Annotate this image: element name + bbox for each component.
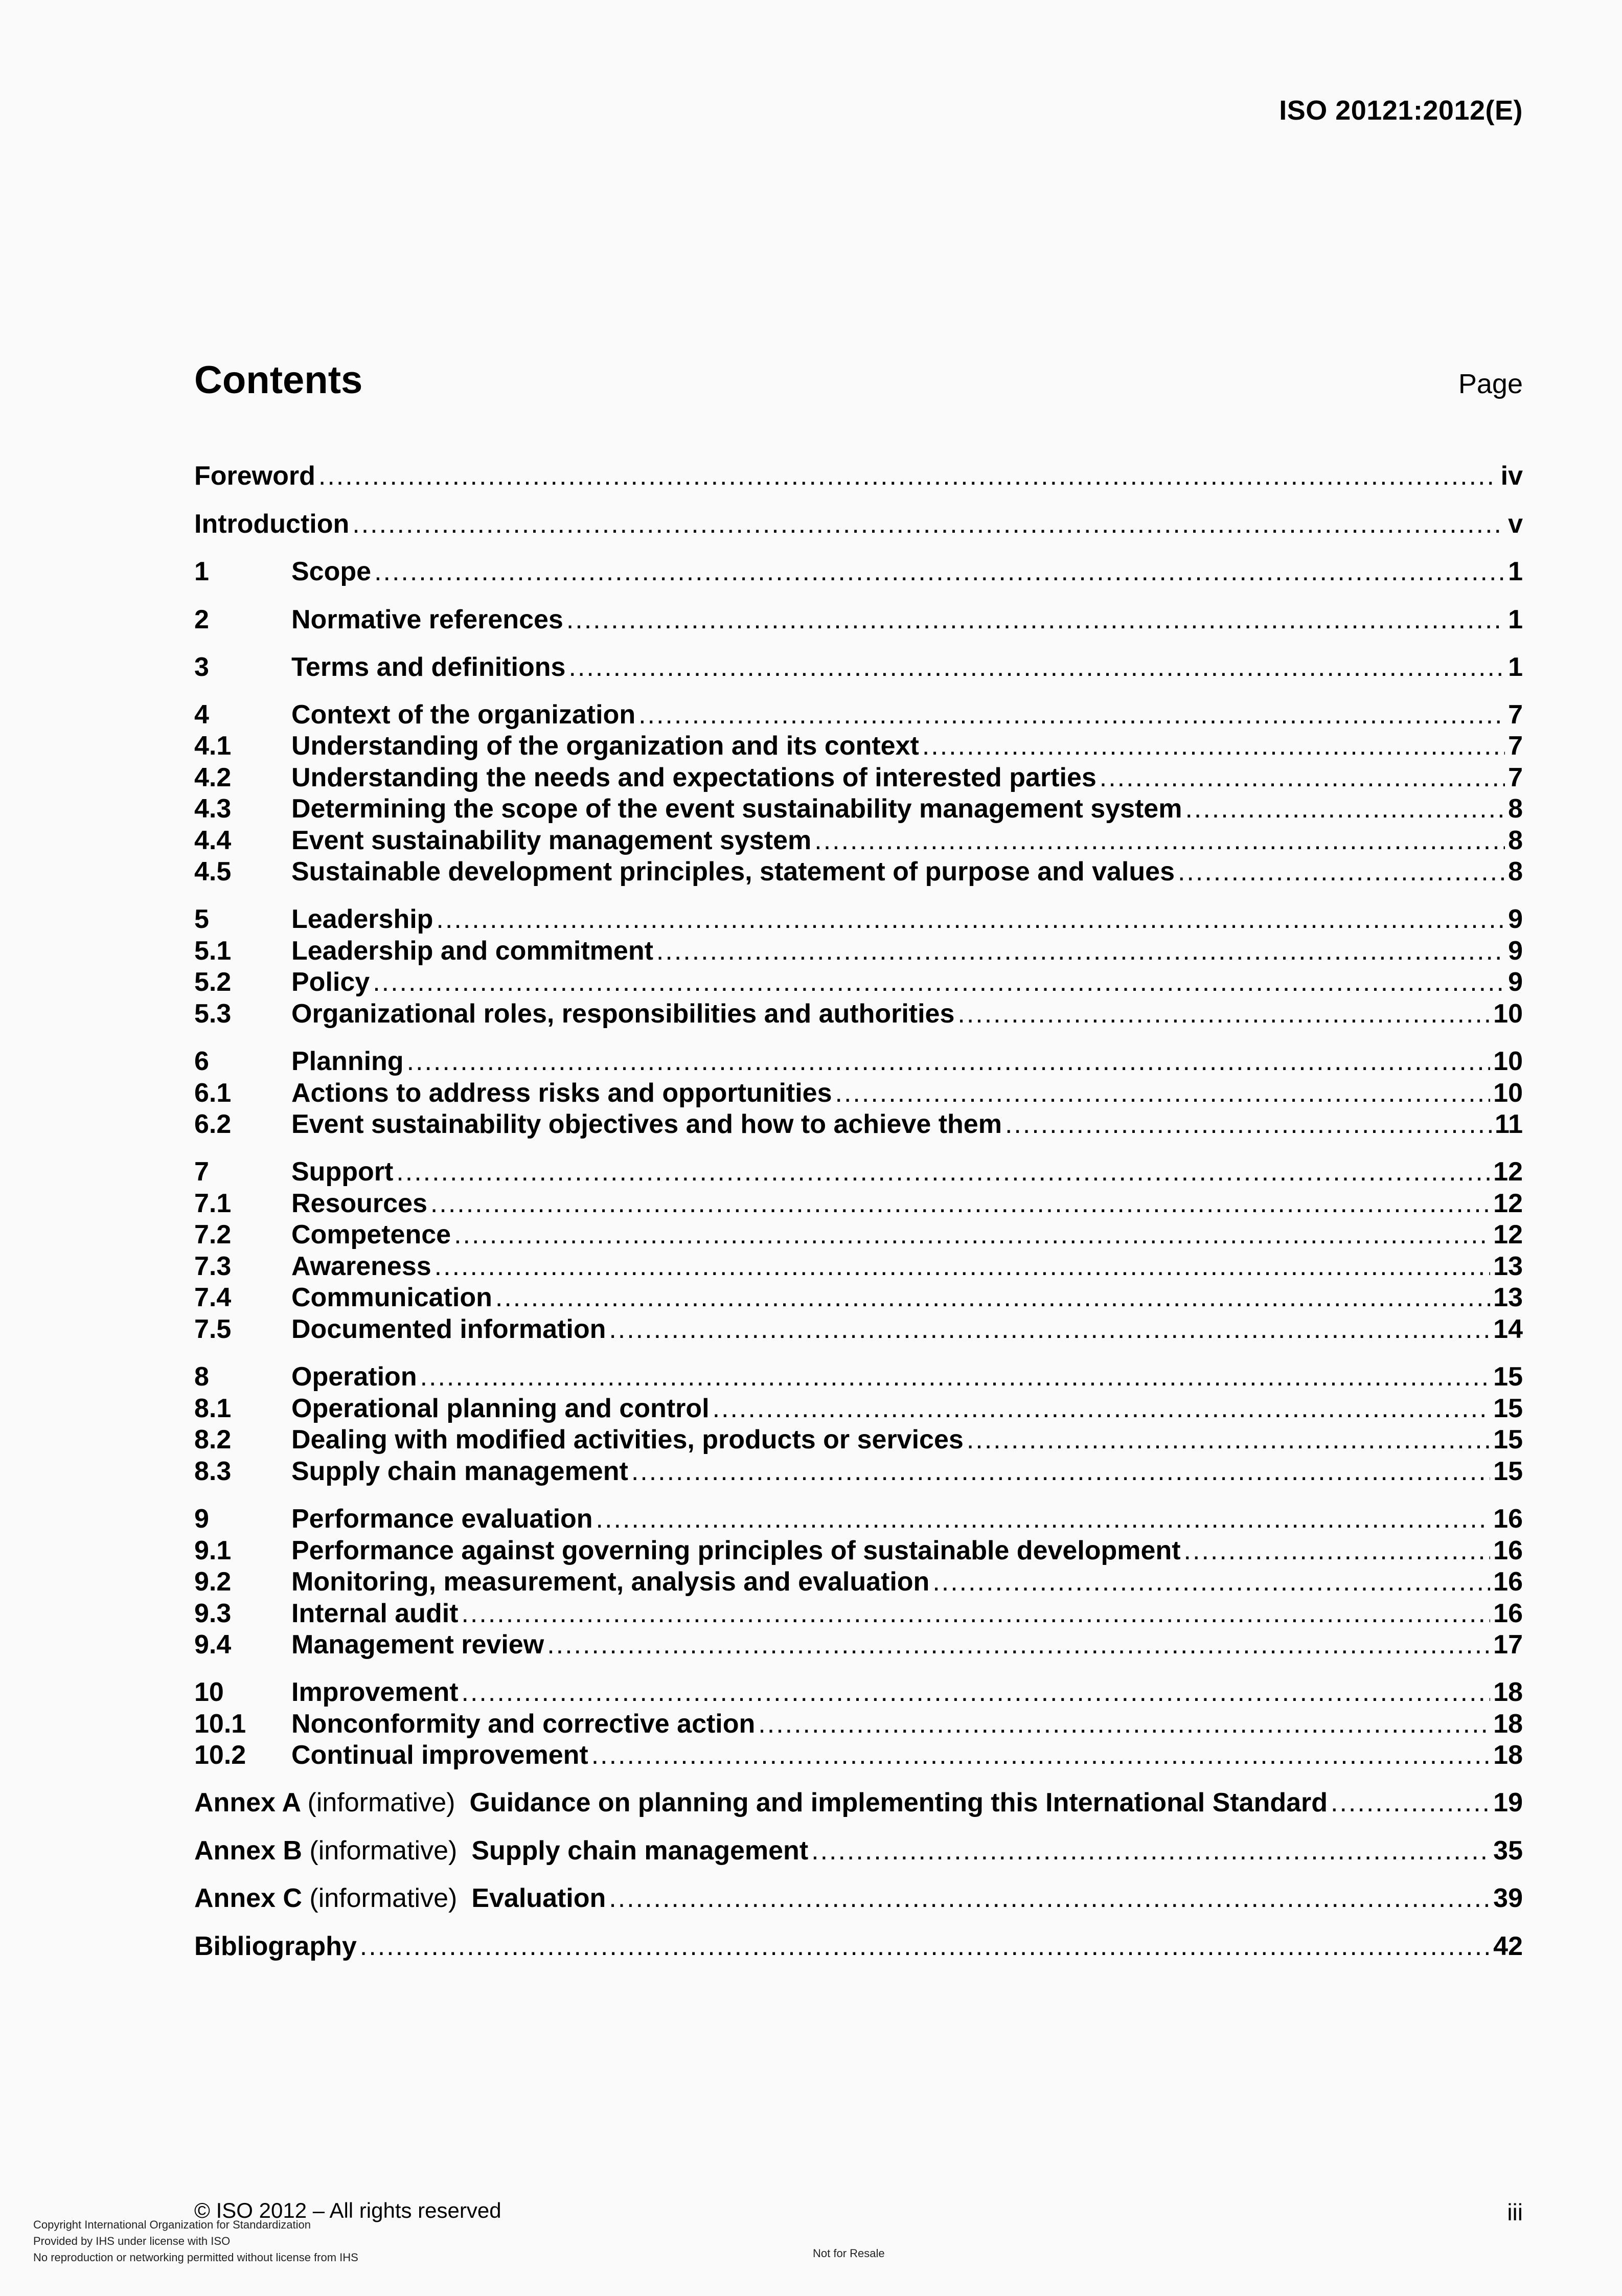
toc-entry-title: Normative references — [291, 605, 563, 634]
toc-entry-title: Supply chain management — [291, 1457, 628, 1486]
annex-informative-tag: (informative) — [307, 1788, 455, 1817]
toc-entry-number: 8 — [194, 1362, 209, 1392]
toc-entry[interactable] — [194, 966, 1523, 998]
toc-entry-title: Operation — [291, 1362, 417, 1392]
toc-entry-page: 18 — [1493, 1740, 1523, 1770]
toc-entry-page: 7 — [1508, 731, 1523, 761]
toc-entry-number: 10 — [194, 1677, 224, 1707]
toc-entry-title: Foreword — [194, 461, 315, 491]
toc-annex-entry[interactable] — [194, 1787, 1523, 1818]
toc-entry[interactable] — [194, 935, 1523, 967]
toc-entry-title: Policy — [291, 967, 370, 997]
toc-entry-title: Planning — [291, 1047, 404, 1076]
dot-leader — [430, 1188, 1490, 1219]
toc-entry[interactable] — [194, 1219, 1523, 1251]
dot-leader — [352, 508, 1505, 540]
dot-leader — [591, 1739, 1490, 1771]
toc-entry-title: Organizational roles, responsibilities and authorities — [291, 999, 955, 1029]
dot-leader — [609, 1313, 1490, 1345]
toc-entry-number: 10.2 — [194, 1740, 246, 1770]
toc-entry-page: 18 — [1493, 1677, 1523, 1707]
toc-entry-title: Leadership — [291, 904, 433, 934]
annex-informative-tag: (informative) — [309, 1836, 458, 1866]
dot-leader — [932, 1566, 1490, 1598]
toc-entry-title: Management review — [291, 1630, 544, 1660]
toc-entry-number: 7.2 — [194, 1220, 232, 1249]
toc-entry[interactable] — [194, 730, 1523, 762]
toc-entry[interactable] — [194, 1676, 1523, 1708]
toc-entry-title: Dealing with modified activities, products or services — [291, 1425, 964, 1454]
toc-entry-page: 10 — [1493, 1047, 1523, 1076]
toc-annex-entry[interactable] — [194, 1882, 1523, 1914]
toc-entry-page: 10 — [1493, 1078, 1523, 1108]
dot-leader — [609, 1882, 1490, 1914]
toc-entry-number: 7.5 — [194, 1314, 232, 1344]
toc-entry[interactable] — [194, 1598, 1523, 1629]
license-stamp-line: Provided by IHS under license with ISO — [33, 2235, 231, 2247]
annex-heading — [194, 1882, 606, 1914]
dot-leader — [656, 935, 1505, 967]
toc-entry-number: 9 — [194, 1504, 209, 1534]
toc-entry-page: 42 — [1493, 1931, 1523, 1961]
dot-leader — [396, 1156, 1490, 1188]
toc-entry-page: 1 — [1508, 557, 1523, 586]
dot-leader — [1185, 793, 1505, 825]
toc-entry-number: 7.4 — [194, 1283, 232, 1312]
dot-leader — [547, 1629, 1490, 1661]
toc-entry[interactable] — [194, 903, 1523, 935]
toc-entry-number: 5 — [194, 904, 209, 934]
toc-entry[interactable] — [194, 1566, 1523, 1598]
toc-entry[interactable] — [194, 1393, 1523, 1424]
toc-entry-title: Continual improvement — [291, 1740, 588, 1770]
annex-title: Evaluation — [471, 1883, 606, 1913]
toc-entry-title: Awareness — [291, 1252, 431, 1281]
dot-leader — [1178, 856, 1505, 888]
toc-entry[interactable] — [194, 699, 1523, 731]
toc-entry-page: 12 — [1493, 1220, 1523, 1249]
dot-leader — [631, 1456, 1490, 1487]
toc-entry-page: 12 — [1493, 1157, 1523, 1187]
toc-entry-page: 15 — [1493, 1457, 1523, 1486]
toc-entry-page: 16 — [1493, 1567, 1523, 1597]
dot-leader — [1100, 762, 1505, 793]
toc-entry-title: Sustainable development principles, statement of purpose and values — [291, 857, 1175, 886]
dot-leader — [814, 825, 1505, 856]
toc-entry-title: Leadership and commitment — [291, 936, 653, 966]
toc-entry-page: 17 — [1493, 1630, 1523, 1660]
dot-leader — [922, 730, 1505, 762]
toc-entry[interactable] — [194, 1188, 1523, 1219]
dot-leader — [374, 556, 1505, 587]
toc-entry-page: 13 — [1493, 1252, 1523, 1281]
not-for-resale-notice: Not for Resale — [813, 2247, 885, 2260]
toc-entry[interactable] — [194, 556, 1523, 587]
toc-entry-title: Context of the organization — [291, 700, 636, 730]
toc-entry-number: 6.1 — [194, 1078, 232, 1108]
toc-entry-page: 16 — [1493, 1599, 1523, 1628]
toc-entry[interactable] — [194, 651, 1523, 683]
toc-entry[interactable] — [194, 1282, 1523, 1313]
toc-entry-number: 10.1 — [194, 1709, 246, 1739]
dot-leader — [967, 1424, 1490, 1456]
toc-entry-number: 8.1 — [194, 1394, 232, 1423]
toc-entry-page: v — [1508, 509, 1523, 539]
contents-title: Contents — [194, 358, 363, 402]
annex-heading — [194, 1787, 1328, 1818]
toc-entry[interactable] — [194, 762, 1523, 793]
toc-entry[interactable] — [194, 998, 1523, 1030]
toc-entry-page: iv — [1500, 461, 1523, 491]
toc-entry-number: 4.5 — [194, 857, 232, 886]
dot-leader — [568, 651, 1505, 683]
toc-entry[interactable] — [194, 1708, 1523, 1740]
page-number: iii — [1507, 2199, 1523, 2225]
toc-entry-page: 14 — [1493, 1314, 1523, 1344]
annex-label: Annex B — [194, 1836, 302, 1866]
dot-leader — [435, 1251, 1490, 1282]
toc-entry[interactable] — [194, 1108, 1523, 1140]
toc-entry-title: Communication — [291, 1283, 492, 1312]
dot-leader — [1005, 1108, 1492, 1140]
dot-leader — [407, 1045, 1491, 1077]
toc-entry-number: 9.3 — [194, 1599, 232, 1628]
toc-entry-page: 10 — [1493, 999, 1523, 1029]
toc-entry-number: 4.2 — [194, 763, 232, 792]
dot-leader — [318, 460, 1498, 492]
dot-leader — [758, 1708, 1490, 1740]
toc-entry-title: Performance evaluation — [291, 1504, 593, 1534]
toc-entry-number: 4.3 — [194, 794, 232, 824]
toc-entry-title: Event sustainability objectives and how to achieve them — [291, 1109, 1002, 1139]
dot-leader — [1184, 1535, 1491, 1566]
dot-leader — [462, 1676, 1491, 1708]
toc-entry-title: Improvement — [291, 1677, 459, 1707]
toc-entry[interactable] — [194, 1045, 1523, 1077]
dot-leader — [596, 1503, 1491, 1535]
dot-leader — [454, 1219, 1490, 1251]
toc-entry-page: 15 — [1493, 1425, 1523, 1454]
toc-entry-page: 35 — [1493, 1836, 1523, 1866]
toc-entry-number: 3 — [194, 652, 209, 682]
toc-entry[interactable] — [194, 793, 1523, 825]
annex-label: Annex A — [194, 1788, 301, 1817]
toc-entry-number: 5.1 — [194, 936, 232, 966]
toc-entry-page: 19 — [1493, 1788, 1523, 1817]
toc-entry-title: Actions to address risks and opportunities — [291, 1078, 832, 1108]
license-stamp-line: No reproduction or networking permitted without license from IHS — [33, 2251, 358, 2264]
toc-entry-title: Scope — [291, 557, 372, 586]
annex-title: Supply chain management — [471, 1836, 809, 1866]
toc-entry[interactable] — [194, 1739, 1523, 1771]
toc-annex-entry[interactable] — [194, 1835, 1523, 1867]
toc-entry-page: 15 — [1493, 1394, 1523, 1423]
toc-entry-title: Determining the scope of the event sustainability management system — [291, 794, 1182, 824]
license-stamp-line: Copyright International Organization for Standardization — [33, 2218, 311, 2231]
toc-entry-page: 16 — [1493, 1504, 1523, 1534]
toc-entry-page: 11 — [1495, 1109, 1523, 1139]
toc-bibliography-entry[interactable] — [194, 1930, 1523, 1962]
toc-entry-number: 7 — [194, 1157, 209, 1187]
toc-entry-title: Resources — [291, 1189, 427, 1218]
toc-entry-number: 4.4 — [194, 826, 232, 855]
toc-entry-page: 8 — [1508, 794, 1523, 824]
dot-leader — [360, 1930, 1490, 1962]
toc-entry-page: 7 — [1508, 763, 1523, 792]
toc-entry-title: Understanding of the organization and its context — [291, 731, 919, 761]
toc-entry-title: Operational planning and control — [291, 1394, 710, 1423]
dot-leader — [713, 1393, 1491, 1424]
annex-title: Guidance on planning and implementing this International Standard — [469, 1788, 1328, 1817]
toc-entry-page: 8 — [1508, 826, 1523, 855]
dot-leader — [373, 966, 1505, 998]
toc-entry-page: 15 — [1493, 1362, 1523, 1392]
toc-entry[interactable] — [194, 825, 1523, 856]
toc-entry-page: 16 — [1493, 1536, 1523, 1565]
toc-entry[interactable] — [194, 460, 1523, 492]
toc-entry-page: 9 — [1508, 936, 1523, 966]
toc-entry-title: Competence — [291, 1220, 451, 1249]
toc-entry-page: 1 — [1508, 652, 1523, 682]
toc-entry-number: 9.4 — [194, 1630, 232, 1660]
toc-entry[interactable] — [194, 1629, 1523, 1661]
toc-entry[interactable] — [194, 1313, 1523, 1345]
toc-entry-page: 18 — [1493, 1709, 1523, 1739]
toc-entry-number: 9.2 — [194, 1567, 232, 1597]
toc-entry-number: 7.3 — [194, 1252, 232, 1281]
toc-entry[interactable] — [194, 1503, 1523, 1535]
dot-leader — [638, 699, 1505, 731]
toc-entry-title: Terms and definitions — [291, 652, 566, 682]
dot-leader — [495, 1282, 1490, 1313]
toc-entry-title: Support — [291, 1157, 394, 1187]
toc-entry-page: 8 — [1508, 857, 1523, 886]
toc-entry[interactable] — [194, 1456, 1523, 1487]
toc-entry[interactable] — [194, 856, 1523, 888]
toc-entry-title: Nonconformity and corrective action — [291, 1709, 756, 1739]
dot-leader — [835, 1077, 1491, 1109]
toc-entry-title: Performance against governing principles of sustainable development — [291, 1536, 1181, 1565]
page-column-heading: Page — [1458, 369, 1523, 399]
annex-informative-tag: (informative) — [309, 1883, 458, 1913]
toc-entry-title: Monitoring, measurement, analysis and evaluation — [291, 1567, 930, 1597]
toc-entry-title: Documented information — [291, 1314, 606, 1344]
toc-entry-number: 9.1 — [194, 1536, 232, 1565]
toc-entry-number: 8.3 — [194, 1457, 232, 1486]
toc-entry[interactable] — [194, 1251, 1523, 1282]
toc-entry[interactable] — [194, 1077, 1523, 1109]
dot-leader — [461, 1598, 1490, 1629]
dot-leader — [420, 1361, 1491, 1393]
license-stamp — [33, 2217, 358, 2266]
toc-entry-title: Understanding the needs and expectations of interested parties — [291, 763, 1096, 792]
toc-entry-number: 5.2 — [194, 967, 232, 997]
toc-entry[interactable] — [194, 604, 1523, 635]
toc-entry-title: Event sustainability management system — [291, 826, 812, 855]
toc-entry-number: 2 — [194, 605, 209, 634]
toc-entry[interactable] — [194, 1535, 1523, 1566]
toc-entry-page: 1 — [1508, 605, 1523, 634]
toc-entry-number: 5.3 — [194, 999, 232, 1029]
dot-leader — [957, 998, 1490, 1030]
toc-entry-page: 12 — [1493, 1189, 1523, 1218]
toc-entry-number: 1 — [194, 557, 209, 586]
toc-entry[interactable] — [194, 1156, 1523, 1188]
toc-entry-page: 7 — [1508, 700, 1523, 730]
toc-entry[interactable] — [194, 508, 1523, 540]
toc-entry-title: Bibliography — [194, 1931, 357, 1961]
toc-entry-page: 9 — [1508, 967, 1523, 997]
toc-entry-page: 39 — [1493, 1883, 1523, 1913]
toc-entry-number: 6.2 — [194, 1109, 232, 1139]
dot-leader — [436, 903, 1505, 935]
toc-entry-number: 7.1 — [194, 1189, 232, 1218]
toc-entry-title: Internal audit — [291, 1599, 459, 1628]
toc-entry-number: 4.1 — [194, 731, 232, 761]
toc-entry-page: 13 — [1493, 1283, 1523, 1312]
dot-leader — [566, 604, 1505, 635]
toc-entry-title: Introduction — [194, 509, 350, 539]
copyright-footer: © ISO 2012 – All rights reserved — [194, 2198, 501, 2222]
annex-heading — [194, 1835, 808, 1867]
toc-entry[interactable] — [194, 1424, 1523, 1456]
toc-entry-page: 9 — [1508, 904, 1523, 934]
toc-entry-number: 4 — [194, 700, 209, 730]
standard-reference: ISO 20121:2012(E) — [1279, 95, 1523, 126]
toc-entry-number: 6 — [194, 1047, 209, 1076]
toc-entry[interactable] — [194, 1361, 1523, 1393]
dot-leader — [811, 1835, 1490, 1867]
dot-leader — [1331, 1787, 1490, 1818]
annex-label: Annex C — [194, 1883, 302, 1913]
toc-entry-number: 8.2 — [194, 1425, 232, 1454]
